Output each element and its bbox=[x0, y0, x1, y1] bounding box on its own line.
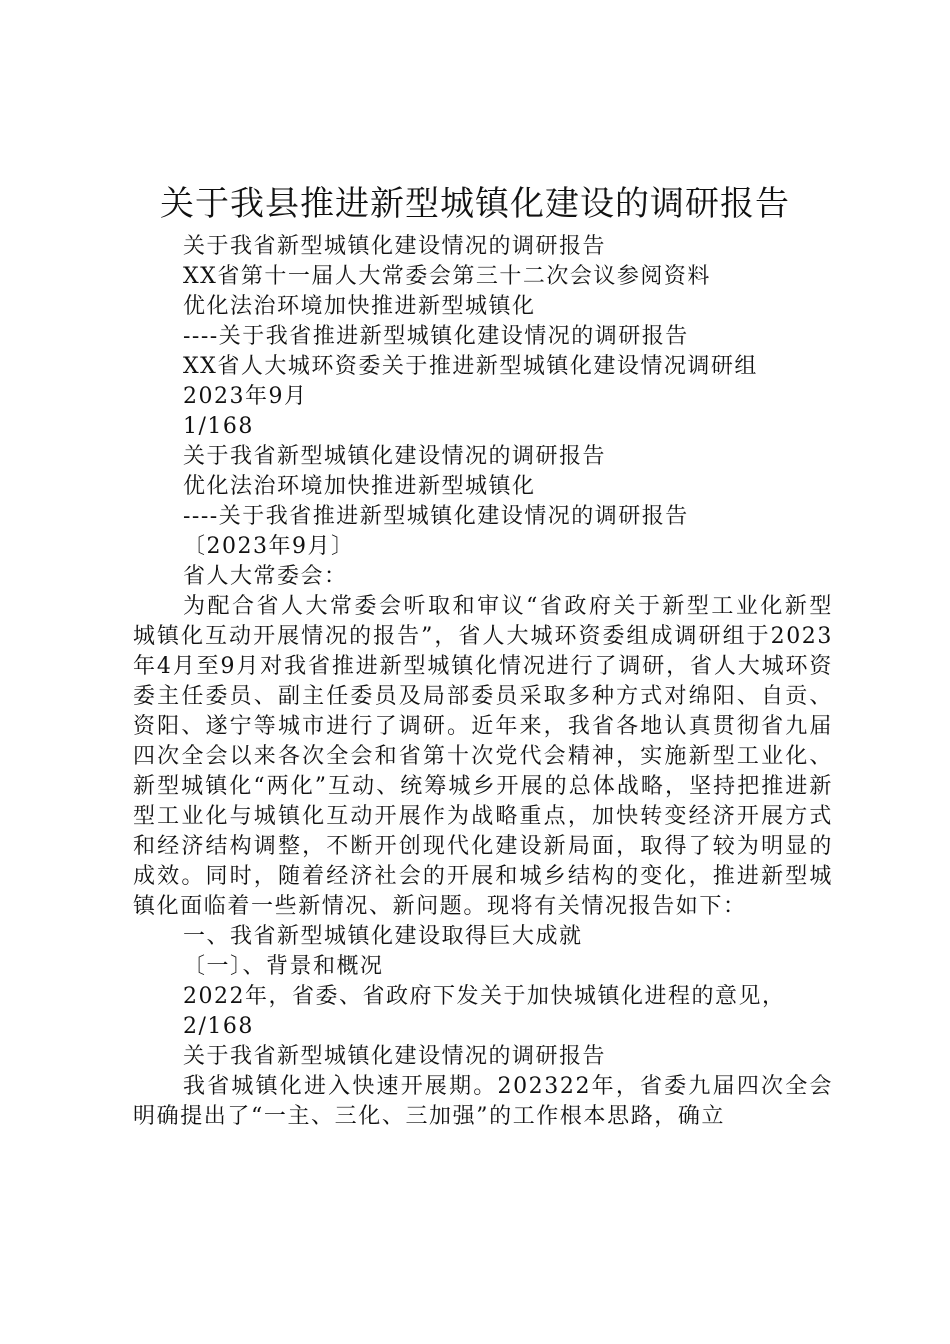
text-line: XX省第十一届人大常委会第三十二次会议参阅资料 bbox=[183, 264, 711, 289]
text-line: 关于我省新型城镇化建设情况的调研报告 bbox=[183, 234, 607, 259]
salutation: 省人大常委会： bbox=[183, 564, 348, 589]
text-line: ----关于我省推进新型城镇化建设情况的调研报告 bbox=[183, 504, 689, 529]
text-line: ----关于我省推进新型城镇化建设情况的调研报告 bbox=[183, 324, 689, 349]
subsection-heading: 〔一〕、背景和概况 bbox=[183, 954, 384, 979]
body-paragraph: 我省城镇化进入快速开展期。202322年，省委九届四次全会明确提出了“一主、三化、三加强”的工作根本思路，确立 bbox=[133, 1074, 833, 1129]
page-number: 1/168 bbox=[183, 414, 254, 439]
text-line: 关于我省新型城镇化建设情况的调研报告 bbox=[183, 1044, 607, 1069]
document-title: 关于我县推进新型城镇化建设的调研报告 bbox=[160, 184, 790, 224]
document-body bbox=[133, 232, 833, 1132]
text-line: 2022年，省委、省政府下发关于加快城镇化进程的意见， bbox=[183, 984, 786, 1009]
body-paragraph: 为配合省人大常委会听取和审议“省政府关于新型工业化新型城镇化互动开展情况的报告”，省人大城环资委组成调研组于2023年4月至9月对我省推进新型城镇化情况进行了调研，省人大城环资委主任委员、副主任委员及局部委员采取多种方式对绵阳、自贡、资阳、遂宁等城市进行了调研。近年来，我省各地认真贯彻省九届四次全会以来各次全会和省第十次党代会精神，实施新型工业化、新型城镇化“两化”互动、统筹城乡开展的总体战略，坚持把推进新型工业化与城镇化互动开展作为战略重点，加快转变经济开展方式和经济结构调整，不断开创现代化建设新局面，取得了较为明显的成效。同时，随着经济社会的开展和城乡结构的变化，推进新型城镇化面临着一些新情况、新问题。现将有关情况报告如下： bbox=[133, 594, 833, 919]
text-line: 2023年9月 bbox=[183, 384, 308, 409]
section-heading: 一、我省新型城镇化建设取得巨大成就 bbox=[183, 924, 583, 949]
text-line: 关于我省新型城镇化建设情况的调研报告 bbox=[183, 444, 607, 469]
text-line: 优化法治环境加快推进新型城镇化 bbox=[183, 294, 536, 319]
text-line: 〔2023年9月〕 bbox=[183, 534, 355, 559]
text-line: XX省人大城环资委关于推进新型城镇化建设情况调研组 bbox=[183, 354, 758, 379]
text-line: 优化法治环境加快推进新型城镇化 bbox=[183, 474, 536, 499]
page-number: 2/168 bbox=[183, 1014, 254, 1039]
